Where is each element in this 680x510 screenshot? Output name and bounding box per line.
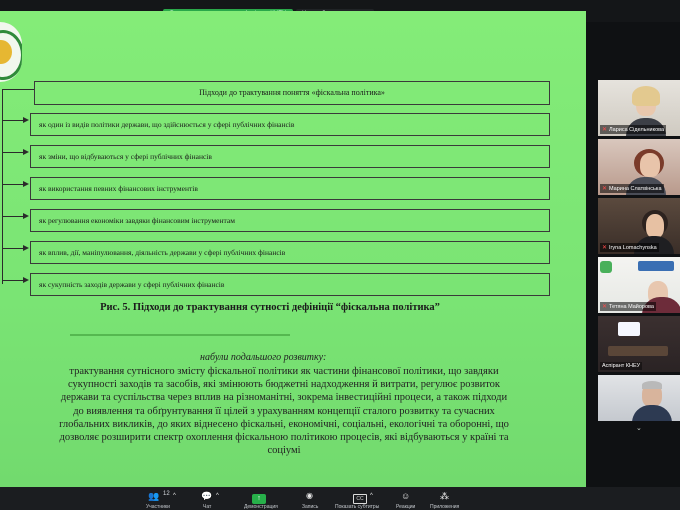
participant-name-tag <box>600 184 664 193</box>
participant-name: Iryna Lomachynska <box>609 244 657 251</box>
body-line: трактування сутнісного змісту фіскальної політики як частини фінансової політики, що завдяки <box>69 366 499 377</box>
captions-label: Показать субтитры <box>335 504 380 510</box>
diagram-bracket <box>2 89 3 284</box>
reactions-label: Реакции <box>396 504 416 510</box>
participants-label: Участники <box>146 504 170 510</box>
participant-name-tag <box>600 243 659 252</box>
chat-label: Чат <box>203 504 212 510</box>
approach-box-6: як сукупність заходів держави у сфері публічних фінансів <box>30 273 550 296</box>
participant-name: Марина Слатвінська <box>609 185 662 192</box>
slide-subheading: набули подальшого розвитку: <box>200 352 327 363</box>
participant-name-tag <box>600 125 666 134</box>
mic-off-icon: ✕ <box>602 304 608 310</box>
arrow-right-icon <box>23 213 29 219</box>
figure-caption: Рис. 5. Підходи до трактування сутності дефініції “фіскальна політика” <box>100 302 440 313</box>
approach-box-5: як вплив, дії, маніпулювання, діяльність держави у сфері публічних фінансів <box>30 241 550 264</box>
mic-off-icon: ✕ <box>602 186 608 192</box>
arrow-right-icon <box>23 181 29 187</box>
participant-name: Аспірант КНЕУ <box>602 363 641 369</box>
participant-name: Лариса Сідельникова <box>609 126 665 133</box>
chevron-up-icon[interactable]: ^ <box>370 493 373 499</box>
participants-icon[interactable]: 👥 <box>148 491 160 501</box>
participant-count: 12 <box>163 491 170 497</box>
body-line: соціумі <box>267 445 301 457</box>
reactions-icon[interactable]: ☺ <box>401 491 411 501</box>
chevron-up-icon[interactable]: ^ <box>173 493 176 499</box>
participant-tile[interactable] <box>598 257 680 313</box>
captions-icon[interactable]: CC <box>353 494 367 504</box>
mic-off-icon: ✕ <box>602 245 608 251</box>
body-line: сукупності заходів та засобів, які змінюють бюджетні надходження й витрати, регулює розвиток <box>68 379 500 391</box>
arrow-right-icon <box>23 149 29 155</box>
record-icon[interactable]: ◉ <box>306 491 313 500</box>
participant-tile[interactable] <box>598 139 680 195</box>
body-line: дозволяє розширити спектр охоплення фіскальною політикою процесів, які відбуваються у країні та <box>59 432 509 444</box>
slide-divider <box>70 334 290 336</box>
slide-body-text <box>14 365 554 457</box>
participant-tile[interactable] <box>598 375 680 421</box>
participant-name: Тетяна Майорова <box>609 303 654 310</box>
approach-box-1: як один із видів політики держави, що здійснюється у сфері публічних фінансів <box>30 113 550 136</box>
apps-icon[interactable]: ⁂ <box>440 491 449 501</box>
participant-tile[interactable] <box>598 80 680 136</box>
participant-name-tag <box>600 362 642 370</box>
participant-tile[interactable] <box>598 198 680 254</box>
chat-icon[interactable]: 💬 <box>201 491 213 501</box>
body-line: держави та суспільства через вплив на різноманітні, зокрема інвестиційні процеси, а також підходи <box>60 392 508 404</box>
arrow-right-icon <box>23 117 29 123</box>
approach-box-4: як регулювання економіки завдяки фінансовим інструментам <box>30 209 550 232</box>
body-line: глобальних викликів, до яких віднесено фіскальні, економічні, соціальні, екологічні та оборонні, що <box>59 418 509 430</box>
apps-label: Приложения <box>430 504 460 510</box>
participant-tile[interactable] <box>598 316 680 372</box>
participant-name-tag <box>600 302 656 311</box>
record-label: Запись <box>302 504 319 510</box>
participants-scroll-down-icon[interactable]: ⌄ <box>636 425 642 432</box>
share-screen-label: Демонстрация <box>244 504 278 510</box>
approach-box-2: як зміни, що відбуваються у сфері публічних фінансів <box>30 145 550 168</box>
diagram-title: Підходи до трактування поняття «фіскальна політика» <box>34 81 550 105</box>
diagram-bracket-top <box>2 89 34 90</box>
arrow-right-icon <box>23 245 29 251</box>
mic-off-icon: ✕ <box>602 127 608 133</box>
body-line: до виявлення та обґрунтування її цілей з урахуванням концепції сталого розвитку та сучасних <box>73 405 495 417</box>
share-screen-button[interactable]: ↑ <box>252 494 266 504</box>
arrow-right-icon <box>23 277 29 283</box>
approach-box-3: як використання певних фінансових інструментів <box>30 177 550 200</box>
chevron-up-icon[interactable]: ^ <box>216 493 219 499</box>
